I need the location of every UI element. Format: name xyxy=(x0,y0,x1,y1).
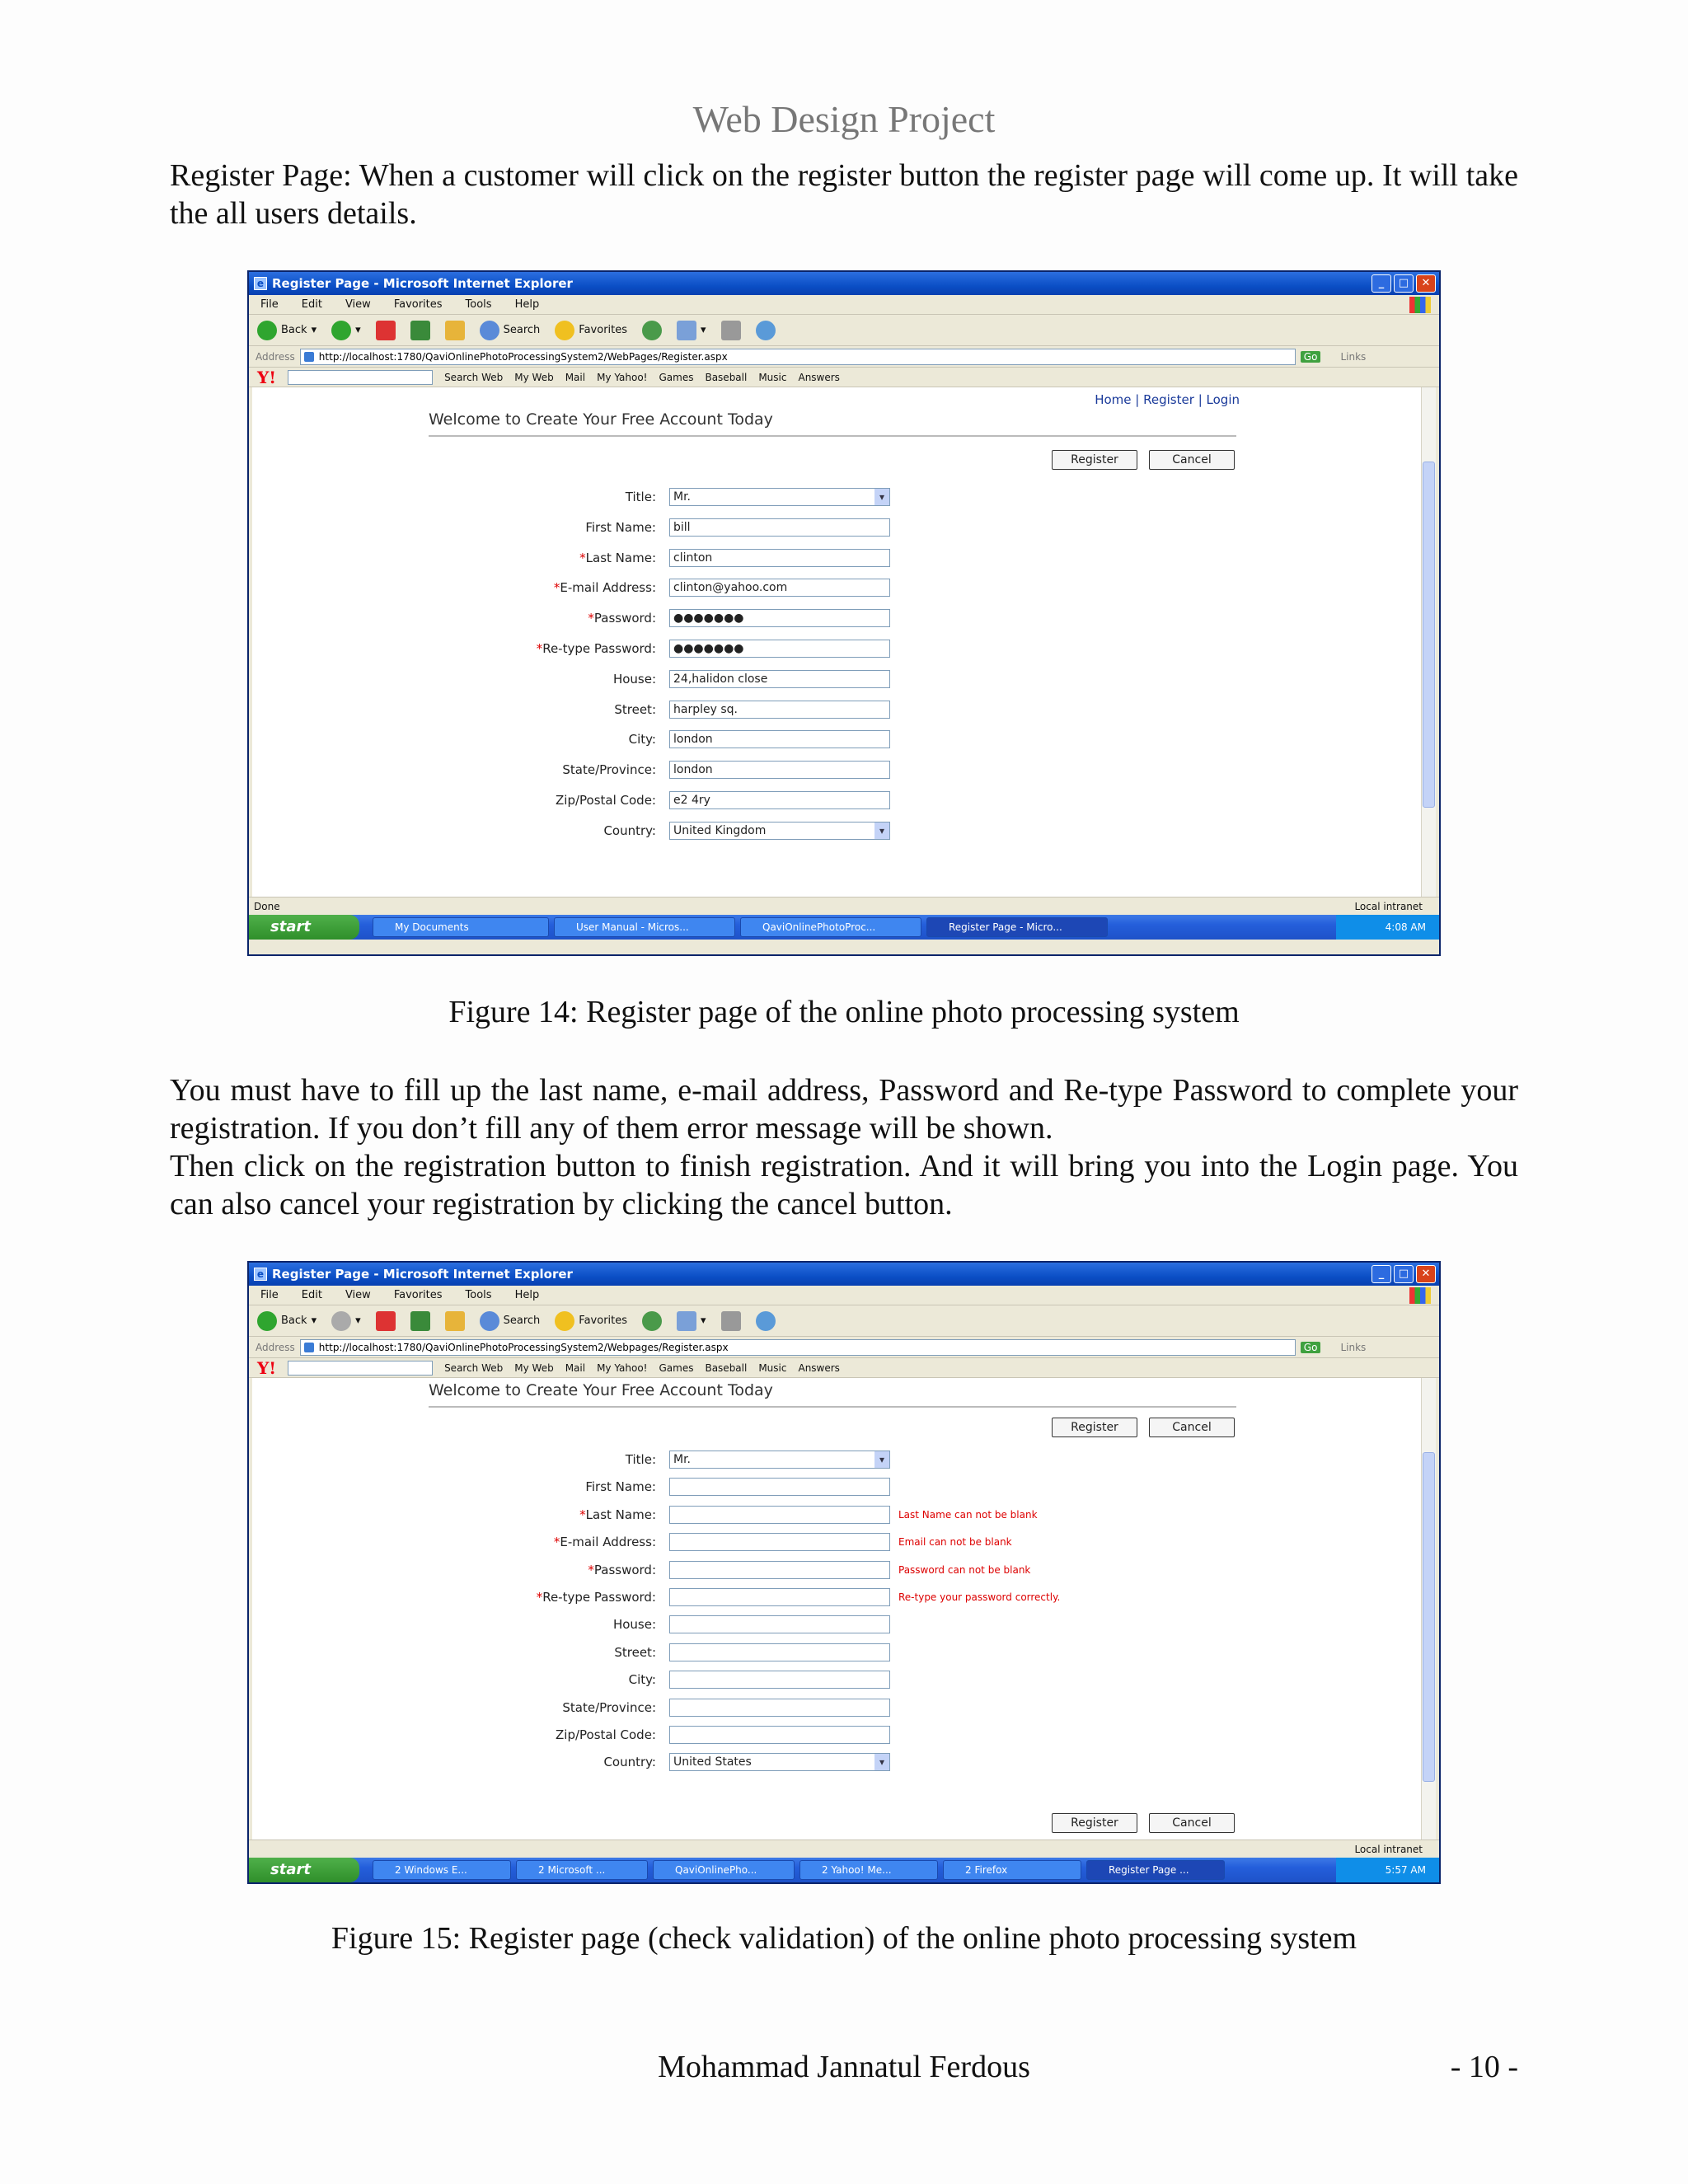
close-icon[interactable]: ✕ xyxy=(1416,274,1436,293)
field-label-text: House: xyxy=(612,671,656,687)
figure-15-caption: Figure 15: Register page (check validation) of the online photo processing system xyxy=(331,1921,1357,1956)
validation-error: Last Name can not be blank xyxy=(898,1508,1038,1521)
page-number: - 10 - xyxy=(1450,2050,1518,2084)
field-label-text: Title: xyxy=(625,1452,656,1467)
form-row xyxy=(252,822,1406,840)
mail-button[interactable]: ▾ xyxy=(677,1311,706,1331)
field-label xyxy=(585,1479,656,1494)
standard-toolbar xyxy=(249,1305,1439,1337)
required-marker: * xyxy=(588,1562,594,1577)
form-row xyxy=(252,1615,1406,1633)
back-arrow-icon xyxy=(257,321,277,340)
yahoo-baseball[interactable]: Baseball xyxy=(705,1361,748,1374)
field-input[interactable]: clinton xyxy=(669,549,890,567)
taskbar-item[interactable]: QaviOnlinePhotoProc... xyxy=(740,917,921,937)
required-marker: * xyxy=(588,611,594,626)
yahoo-answers[interactable]: Answers xyxy=(798,371,840,383)
favorites-button[interactable] xyxy=(555,321,627,340)
home-button[interactable] xyxy=(445,1311,465,1331)
windows-flag-icon xyxy=(1409,297,1431,313)
field-select[interactable]: United Kingdom ▾ xyxy=(669,822,890,840)
field-label xyxy=(556,793,656,808)
messenger-icon xyxy=(756,321,776,340)
close-icon[interactable]: ✕ xyxy=(1416,1265,1436,1283)
scroll-thumb[interactable] xyxy=(1423,1452,1435,1782)
field-input[interactable]: harpley sq. xyxy=(669,701,890,719)
home-icon xyxy=(445,321,465,340)
login-link[interactable]: Login xyxy=(1206,392,1240,407)
go-button[interactable]: Go xyxy=(1301,351,1321,363)
form-row xyxy=(252,518,1406,537)
form-row xyxy=(252,579,1406,597)
field-label xyxy=(614,702,656,717)
forward-button[interactable]: ▾ xyxy=(331,1311,361,1331)
url-input[interactable]: http://localhost:1780/QaviOnlinePhotoProcessingSystem2/Webpages/Register.aspx xyxy=(300,1339,1296,1356)
field-input[interactable]: e2 4ry xyxy=(669,791,890,809)
refresh-icon xyxy=(410,321,430,340)
menu-bar xyxy=(249,1286,1439,1305)
address-label: Address xyxy=(256,350,295,363)
field-label-text: Country: xyxy=(603,1755,656,1770)
yahoo-games[interactable]: Games xyxy=(659,371,694,383)
field-input[interactable] xyxy=(669,1726,890,1744)
clock: 5:57 AM xyxy=(1336,1858,1439,1882)
field-label-text: E-mail Address: xyxy=(560,580,656,596)
field-input[interactable]: london xyxy=(669,761,890,779)
messenger-button[interactable] xyxy=(756,1311,776,1331)
scrollbar[interactable] xyxy=(1421,387,1436,897)
menu-help[interactable]: Help xyxy=(514,298,540,311)
address-label: Address xyxy=(256,1341,295,1353)
yahoo-my-yahoo[interactable]: My Yahoo! xyxy=(597,1361,648,1374)
favorites-button[interactable] xyxy=(555,1311,627,1331)
refresh-button[interactable] xyxy=(410,1311,430,1331)
form-row xyxy=(252,761,1406,779)
field-input[interactable] xyxy=(669,1561,890,1579)
form-row xyxy=(252,609,1406,627)
field-label xyxy=(613,1617,656,1632)
menu-file[interactable]: File xyxy=(260,1289,279,1301)
field-input[interactable] xyxy=(669,1615,890,1633)
scrollbar[interactable] xyxy=(1421,1378,1436,1840)
form-row xyxy=(252,549,1406,567)
browser-window-fig14 xyxy=(247,270,1441,956)
maximize-icon[interactable]: □ xyxy=(1394,1265,1414,1283)
intro-paragraph xyxy=(170,157,1518,232)
taskbar-item[interactable]: 2 Firefox xyxy=(943,1860,1081,1880)
yahoo-answers[interactable]: Answers xyxy=(798,1361,840,1374)
field-label-text: House: xyxy=(612,1617,656,1633)
page-viewport xyxy=(249,1378,1439,1840)
forward-arrow-icon xyxy=(331,321,351,340)
field-label xyxy=(629,732,656,747)
yahoo-search-web[interactable]: Search Web xyxy=(444,371,504,383)
minimize-icon[interactable]: _ xyxy=(1372,1265,1391,1283)
status-text: Done xyxy=(254,900,280,912)
mail-icon xyxy=(677,321,696,340)
menu-edit[interactable]: Edit xyxy=(301,1289,322,1301)
field-label-text: First Name: xyxy=(585,1479,656,1495)
page-footer xyxy=(0,2049,1688,2087)
field-label xyxy=(562,762,656,777)
taskbar-item[interactable]: 2 Windows E... xyxy=(373,1860,511,1880)
status-bar xyxy=(249,897,1439,915)
field-label xyxy=(537,641,656,656)
maximize-icon[interactable]: □ xyxy=(1394,274,1414,293)
footer-author: Mohammad Jannatul Ferdous xyxy=(658,2050,1030,2084)
stop-icon xyxy=(376,321,396,340)
validation-error: Re-type your password correctly. xyxy=(898,1591,1061,1603)
field-label xyxy=(579,1507,656,1522)
field-label xyxy=(588,1563,656,1577)
windows-flag-icon xyxy=(1409,1287,1431,1304)
form-row xyxy=(252,1478,1406,1496)
field-label-text: Street: xyxy=(614,701,656,717)
home-icon xyxy=(445,1311,465,1331)
yahoo-search-input[interactable] xyxy=(288,1361,433,1376)
taskbar-item[interactable]: Register Page ... xyxy=(1086,1860,1225,1880)
form-row xyxy=(252,1533,1406,1551)
form-row xyxy=(252,1451,1406,1469)
field-label-text: Re-type Password: xyxy=(542,641,656,656)
messenger-button[interactable] xyxy=(756,321,776,340)
field-label xyxy=(537,1590,656,1605)
search-label: Search xyxy=(503,1315,541,1327)
refresh-icon xyxy=(410,1311,430,1331)
history-icon xyxy=(642,321,662,340)
field-select[interactable]: Mr. ▾ xyxy=(669,488,890,506)
menu-favorites[interactable]: Favorites xyxy=(393,298,443,311)
cancel-button-bottom[interactable]: Cancel xyxy=(1149,1813,1235,1833)
home-link[interactable]: Home xyxy=(1095,392,1132,407)
menu-file[interactable]: File xyxy=(260,298,279,311)
taskbar-item[interactable]: QaviOnlinePho... xyxy=(653,1860,795,1880)
taskbar-item[interactable]: My Documents xyxy=(373,917,549,937)
security-zone: Local intranet xyxy=(1354,900,1423,912)
form-row xyxy=(252,730,1406,748)
field-input[interactable]: london xyxy=(669,730,890,748)
yahoo-baseball[interactable]: Baseball xyxy=(705,371,748,383)
form-row xyxy=(252,1726,1406,1744)
yahoo-toolbar xyxy=(249,1358,1439,1378)
field-label-text: Last Name: xyxy=(585,1507,656,1522)
page-viewport xyxy=(249,387,1439,897)
browser-window-fig15 xyxy=(247,1261,1441,1884)
welcome-heading: Welcome to Create Your Free Account Today xyxy=(429,410,1236,437)
form-row xyxy=(252,1643,1406,1661)
address-bar xyxy=(249,346,1439,368)
history-icon xyxy=(642,1311,662,1331)
field-label xyxy=(613,672,656,687)
history-button[interactable] xyxy=(642,321,662,340)
form-row xyxy=(252,791,1406,809)
field-label-text: Last Name: xyxy=(585,550,656,565)
intro-text: Register Page: When a customer will click on the register button the register page will come up. It will take the all users details. xyxy=(170,158,1518,231)
page-header: Web Design Project xyxy=(692,98,996,140)
field-label-text: Title: xyxy=(625,490,656,504)
yahoo-search-input[interactable] xyxy=(288,370,433,385)
forward-button[interactable]: ▾ xyxy=(331,321,361,340)
title-bar xyxy=(249,1263,1439,1286)
back-label: Back xyxy=(281,324,307,336)
field-label xyxy=(554,580,656,595)
yahoo-toolbar xyxy=(249,368,1439,387)
search-label: Search xyxy=(503,324,541,336)
taskbar-item[interactable]: Register Page - Micro... xyxy=(926,917,1108,937)
field-input[interactable] xyxy=(669,1588,890,1606)
required-marker: * xyxy=(553,580,560,596)
field-label-text: Street: xyxy=(614,1644,656,1660)
search-button[interactable] xyxy=(480,1311,541,1331)
field-label-text: First Name: xyxy=(585,519,656,535)
field-label-text: Password: xyxy=(593,611,656,626)
favorites-label: Favorites xyxy=(579,1315,628,1327)
form-row xyxy=(252,701,1406,719)
yahoo-music[interactable]: Music xyxy=(758,1361,787,1374)
security-zone: Local intranet xyxy=(1354,1843,1423,1855)
window-title: Register Page - Microsoft Internet Explorer xyxy=(272,1267,573,1282)
form-row xyxy=(252,1699,1406,1717)
back-arrow-icon xyxy=(257,1311,277,1331)
scroll-thumb[interactable] xyxy=(1423,462,1435,808)
form-row xyxy=(252,1561,1406,1579)
field-label-text: State/Province: xyxy=(562,1699,656,1715)
form-row xyxy=(252,640,1406,658)
field-input[interactable] xyxy=(669,1699,890,1717)
field-input[interactable] xyxy=(669,1643,890,1661)
menu-favorites[interactable]: Favorites xyxy=(393,1289,443,1301)
title-bar xyxy=(249,272,1439,295)
field-label-text: Zip/Postal Code: xyxy=(556,1727,656,1742)
field-input[interactable]: bill xyxy=(669,518,890,537)
menu-tools[interactable]: Tools xyxy=(465,298,492,311)
history-button[interactable] xyxy=(642,1311,662,1331)
field-label xyxy=(554,1535,656,1549)
field-label-text: City: xyxy=(628,1672,656,1688)
validation-error: Password can not be blank xyxy=(898,1563,1031,1576)
links-button[interactable]: Links xyxy=(1340,350,1367,363)
field-label xyxy=(556,1727,656,1742)
field-label xyxy=(585,520,656,535)
required-marker: * xyxy=(579,1507,586,1522)
yahoo-search-web[interactable]: Search Web xyxy=(444,1361,504,1374)
required-marker: * xyxy=(553,1535,560,1550)
field-input[interactable]: ●●●●●●● xyxy=(669,640,890,658)
form-row xyxy=(252,488,1406,506)
messenger-icon xyxy=(756,1311,776,1331)
required-marker: * xyxy=(536,641,543,656)
cancel-button[interactable]: Cancel xyxy=(1149,450,1235,470)
refresh-button[interactable] xyxy=(410,321,430,340)
menu-bar xyxy=(249,295,1439,315)
status-bar xyxy=(249,1840,1439,1858)
yahoo-logo[interactable]: Y! xyxy=(257,1357,277,1378)
field-label xyxy=(629,1672,656,1687)
instructions-paragraph xyxy=(170,1071,1518,1223)
mail-button[interactable]: ▾ xyxy=(677,321,706,340)
yahoo-mail[interactable]: Mail xyxy=(565,1361,586,1374)
start-button[interactable]: start xyxy=(249,915,359,940)
print-icon xyxy=(721,321,741,340)
required-marker: * xyxy=(579,550,586,565)
star-icon xyxy=(555,1311,574,1331)
mail-icon xyxy=(677,1311,696,1331)
menu-view[interactable]: View xyxy=(345,298,371,311)
field-input[interactable]: ●●●●●●● xyxy=(669,609,890,627)
field-label xyxy=(614,1645,656,1660)
field-label xyxy=(626,490,656,504)
search-icon xyxy=(480,321,499,340)
print-button[interactable] xyxy=(721,1311,741,1331)
taskbar xyxy=(249,915,1439,940)
yahoo-games[interactable]: Games xyxy=(659,1361,694,1374)
print-icon xyxy=(721,1311,741,1331)
yahoo-music[interactable]: Music xyxy=(758,371,787,383)
form-row xyxy=(252,1506,1406,1524)
field-label-text: City: xyxy=(628,732,656,748)
register-link[interactable]: Register xyxy=(1143,392,1194,407)
field-label xyxy=(562,1700,656,1715)
go-button[interactable]: Go xyxy=(1301,1342,1321,1353)
field-label xyxy=(626,1452,656,1467)
cancel-button[interactable]: Cancel xyxy=(1149,1418,1235,1437)
register-button-bottom[interactable]: Register xyxy=(1052,1813,1137,1833)
yahoo-my-web[interactable]: My Web xyxy=(514,1361,554,1374)
field-select[interactable]: Mr. ▾ xyxy=(669,1451,890,1469)
clock: 4:08 AM xyxy=(1336,915,1439,940)
stop-icon xyxy=(376,1311,396,1331)
figure-14-caption: Figure 14: Register page of the online photo processing system xyxy=(448,995,1240,1029)
standard-toolbar xyxy=(249,315,1439,346)
field-label xyxy=(579,551,656,565)
form-row xyxy=(252,1671,1406,1689)
back-button[interactable]: Back ▾ xyxy=(257,321,316,340)
back-label: Back xyxy=(281,1315,307,1327)
field-label-text: State/Province: xyxy=(562,762,656,778)
ie-icon: e xyxy=(254,1268,267,1281)
field-label-text: Re-type Password: xyxy=(542,1590,656,1605)
taskbar-item[interactable]: 2 Yahoo! Me... xyxy=(799,1860,938,1880)
field-label xyxy=(603,823,656,838)
field-label xyxy=(603,1755,656,1769)
back-button[interactable]: Back ▾ xyxy=(257,1311,316,1331)
field-input[interactable] xyxy=(669,1478,890,1496)
home-button[interactable] xyxy=(445,321,465,340)
print-button[interactable] xyxy=(721,321,741,340)
stop-button[interactable] xyxy=(376,321,396,340)
favorites-label: Favorites xyxy=(579,324,628,336)
nav-separator: | xyxy=(1198,392,1203,407)
stop-button[interactable] xyxy=(376,1311,396,1331)
form-row xyxy=(252,1753,1406,1771)
field-input[interactable] xyxy=(669,1533,890,1551)
field-input[interactable] xyxy=(669,1506,890,1524)
nav-separator: | xyxy=(1135,392,1140,407)
taskbar-item[interactable]: User Manual - Micros... xyxy=(554,917,735,937)
instructions-text-2: Then click on the registration button to finish registration. And it will bring you into the Login page. You can also cancel your registration by clicking the cancel button. xyxy=(170,1149,1518,1221)
address-bar xyxy=(249,1337,1439,1358)
nav-links xyxy=(1095,392,1240,407)
field-label-text: Country: xyxy=(603,823,656,838)
required-marker: * xyxy=(536,1590,543,1605)
field-input[interactable]: 24,halidon close xyxy=(669,670,890,688)
yahoo-logo[interactable]: Y! xyxy=(257,367,277,387)
field-label-text: E-mail Address: xyxy=(560,1535,656,1550)
menu-view[interactable]: View xyxy=(345,1289,371,1301)
taskbar xyxy=(249,1858,1439,1882)
ie-icon: e xyxy=(254,277,267,290)
search-button[interactable] xyxy=(480,321,541,340)
register-button[interactable]: Register xyxy=(1052,1418,1137,1437)
yahoo-my-web[interactable]: My Web xyxy=(514,371,554,383)
welcome-heading: Welcome to Create Your Free Account Today xyxy=(429,1381,1236,1408)
url-input[interactable]: http://localhost:1780/QaviOnlinePhotoProcessingSystem2/WebPages/Register.aspx xyxy=(300,349,1296,365)
field-label-text: Password: xyxy=(593,1562,656,1577)
links-button[interactable]: Links xyxy=(1340,1341,1367,1353)
menu-edit[interactable]: Edit xyxy=(301,298,322,311)
window-title: Register Page - Microsoft Internet Explorer xyxy=(272,276,573,291)
minimize-icon[interactable]: _ xyxy=(1372,274,1391,293)
taskbar-item[interactable]: 2 Microsoft ... xyxy=(516,1860,648,1880)
search-icon xyxy=(480,1311,499,1331)
field-input[interactable] xyxy=(669,1671,890,1689)
instructions-text-1: You must have to fill up the last name, e-mail address, Password and Re-type Password to complete your registration. If you don’t fill any of them error message will be shown. xyxy=(170,1073,1518,1146)
menu-tools[interactable]: Tools xyxy=(465,1289,492,1301)
validation-error: Email can not be blank xyxy=(898,1536,1012,1549)
forward-arrow-icon xyxy=(331,1311,351,1331)
field-label xyxy=(588,611,656,626)
field-select[interactable]: United States ▾ xyxy=(669,1753,890,1771)
start-button[interactable]: start xyxy=(249,1858,359,1882)
menu-help[interactable]: Help xyxy=(514,1289,540,1301)
star-icon xyxy=(555,321,574,340)
field-input[interactable]: clinton@yahoo.com xyxy=(669,579,890,597)
form-row xyxy=(252,670,1406,688)
yahoo-my-yahoo[interactable]: My Yahoo! xyxy=(597,371,648,383)
register-button[interactable]: Register xyxy=(1052,450,1137,470)
yahoo-mail[interactable]: Mail xyxy=(565,371,586,383)
form-row xyxy=(252,1588,1406,1606)
field-label-text: Zip/Postal Code: xyxy=(556,793,656,808)
